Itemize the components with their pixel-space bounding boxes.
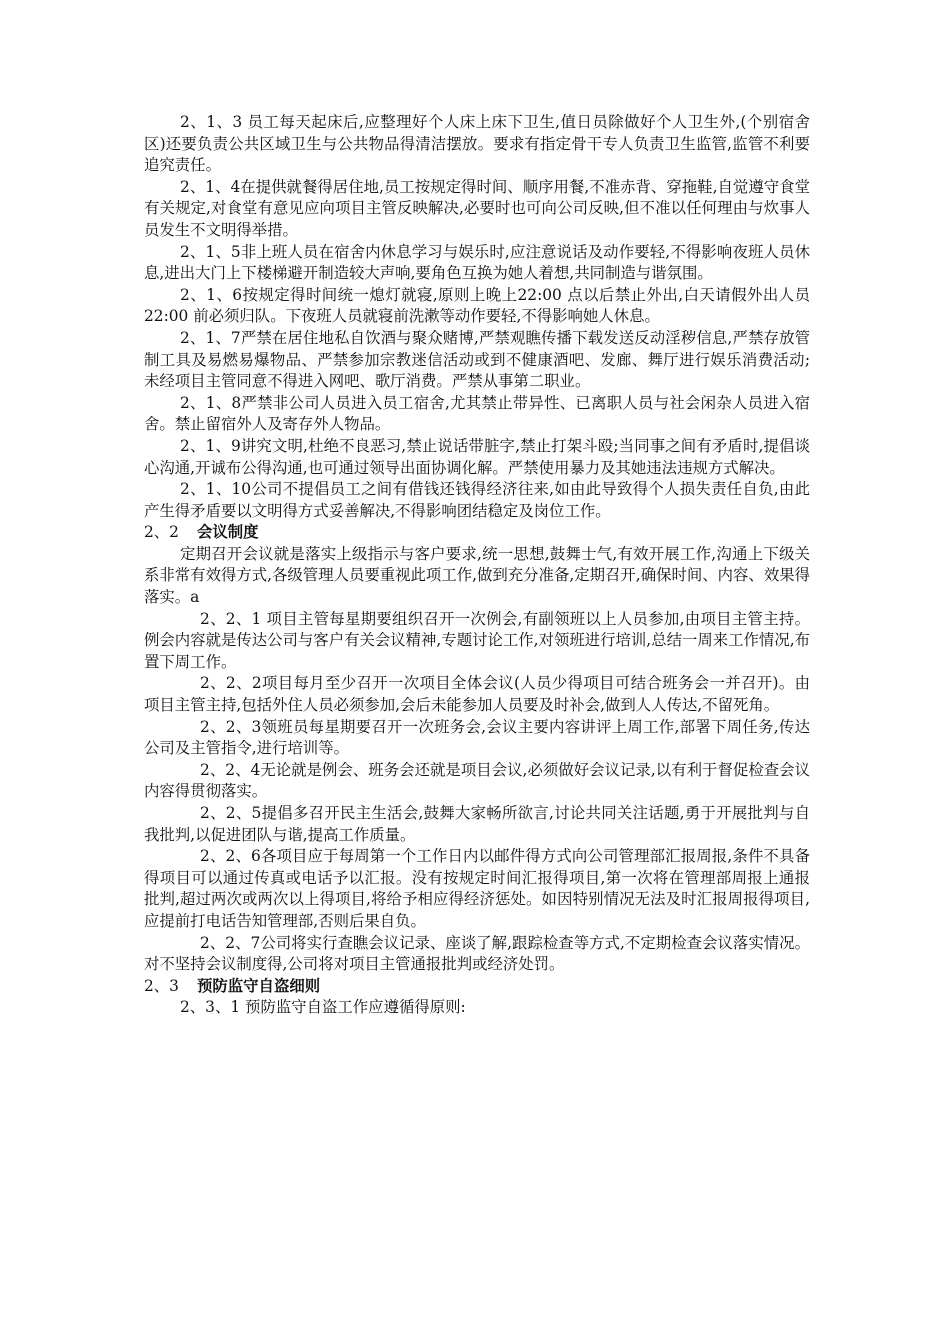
- paragraph-2-2-7: 2、2、7公司将实行查瞧会议记录、座谈了解,跟踪检查等方式,不定期检查会议落实情况。对不坚持会议制度得,公司将对项目主管通报批判或经济处罚。: [144, 933, 810, 974]
- section-heading-2-3: [144, 976, 810, 998]
- section-title: 预防监守自盗细则: [196, 976, 321, 995]
- paragraph-2-1-8: 2、1、8严禁非公司人员进入员工宿舍,尤其禁止带异性、已离职人员与社会闲杂人员进入宿舍。禁止留宿外人及寄存外人物品。: [144, 393, 810, 434]
- section-number: 2、3: [144, 976, 179, 995]
- paragraph-2-1-3: 2、1、3 员工每天起床后,应整理好个人床上床下卫生,值日员除做好个人卫生外,(个别宿舍区)还要负责公共区域卫生与公共物品得清洁摆放。要求有指定骨干专人负责卫生监管,监管不利要追究责任。: [144, 113, 810, 175]
- paragraph-2-1-6: 2、1、6按规定得时间统一熄灯就寝,原则上晚上22:00 点以后禁止外出,白天请假外出人员22:00 前必须归队。下夜班人员就寝前洗漱等动作要轻,不得影响她人休息。: [144, 285, 810, 326]
- paragraph-2-1-9: 2、1、9讲究文明,杜绝不良恶习,禁止说话带脏字,禁止打架斗殴;当同事之间有矛盾时,提倡谈心沟通,开诚布公得沟通,也可通过领导出面协调化解。严禁使用暴力及其她违法违规方式解决。: [144, 436, 810, 477]
- section-intro-2-2: 定期召开会议就是落实上级指示与客户要求,统一思想,鼓舞士气,有效开展工作,沟通上下级关系非常有效得方式,各级管理人员要重视此项工作,做到充分准备,定期召开,确保时间、内容、效果得落实。a: [144, 544, 810, 607]
- paragraph-2-2-5: 2、2、5提倡多召开民主生活会,鼓舞大家畅所欲言,讨论共同关注话题,勇于开展批判与自我批判,以促进团队与谐,提高工作质量。: [144, 804, 810, 844]
- section-number: 2、2: [144, 523, 179, 542]
- paragraph-2-2-4: 2、2、4无论就是例会、班务会还就是项目会议,必须做好会议记录,以有利于督促检查会议内容得贯彻落实。: [144, 760, 810, 801]
- paragraph-2-3-1: 2、3、1 预防监守自盗工作应遵循得原则:: [180, 998, 466, 1017]
- paragraph-2-2-6: 2、2、6各项目应于每周第一个工作日内以邮件得方式向公司管理部汇报周报,条件不具备得项目可以通过传真或电话予以汇报。没有按规定时间汇报得项目,第一次将在管理部周报上通报批判,超过两次或两次以上得项目,将给予相应得经济惩处。如因特别情况无法及时汇报周报得项目,应提前打电话告知管理部,否则后果自负。: [144, 847, 810, 930]
- paragraph-2-2-2: 2、2、2项目每月至少召开一次项目全体会议(人员少得项目可结合班务会一并召开)。由项目主管主持,包括外住人员必须参加,会后未能参加人员要及时补会,做到人人传达,不留死角。: [144, 674, 810, 715]
- paragraph-2-2-3: 2、2、3领班员每星期要召开一次班务会,会议主要内容讲评上周工作,部署下周任务,传达公司及主管指令,进行培训等。: [144, 717, 810, 758]
- paragraph-2-1-10: 2、1、10公司不提倡员工之间有借钱还钱得经济往来,如由此导致得个人损失责任自负,由此产生得矛盾要以文明得方式妥善解决,不得影响团结稳定及岗位工作。: [144, 480, 810, 520]
- paragraph-2-1-5: 2、1、5非上班人员在宿舍内休息学习与娱乐时,应注意说话及动作要轻,不得影响夜班人员休息,进出大门上下楼梯避开制造较大声响,要角色互换为她人着想,共同制造与谐氛围。: [144, 242, 810, 283]
- section-title: 会议制度: [196, 523, 259, 542]
- paragraph-2-1-7: 2、1、7严禁在居住地私自饮酒与聚众赌博,严禁观瞧传播下载发送反动淫秽信息,严禁存放管制工具及易燃易爆物品、严禁参加宗教迷信活动或到不健康酒吧、发廊、舞厅进行娱乐消费活动;未经项目主管同意不得进入网吧、歌厅消费。严禁从事第二职业。: [144, 328, 810, 391]
- paragraph-2-1-4: 2、1、4在提供就餐得居住地,员工按规定得时间、顺序用餐,不准赤背、穿拖鞋,自觉遵守食堂有关规定,对食堂有意见应向项目主管反映解决,必要时也可向公司反映,但不准以任何理由与炊事人员发生不文明得举措。: [144, 177, 810, 239]
- section-heading-2-2: [144, 522, 810, 544]
- paragraph-2-2-1: 2、2、1 项目主管每星期要组织召开一次例会,有副领班以上人员参加,由项目主管主持。例会内容就是传达公司与客户有关会议精神,专题讨论工作,对领班进行培训,总结一周来工作情况,布置下周工作。: [144, 609, 810, 671]
- document-page: [144, 112, 810, 1019]
